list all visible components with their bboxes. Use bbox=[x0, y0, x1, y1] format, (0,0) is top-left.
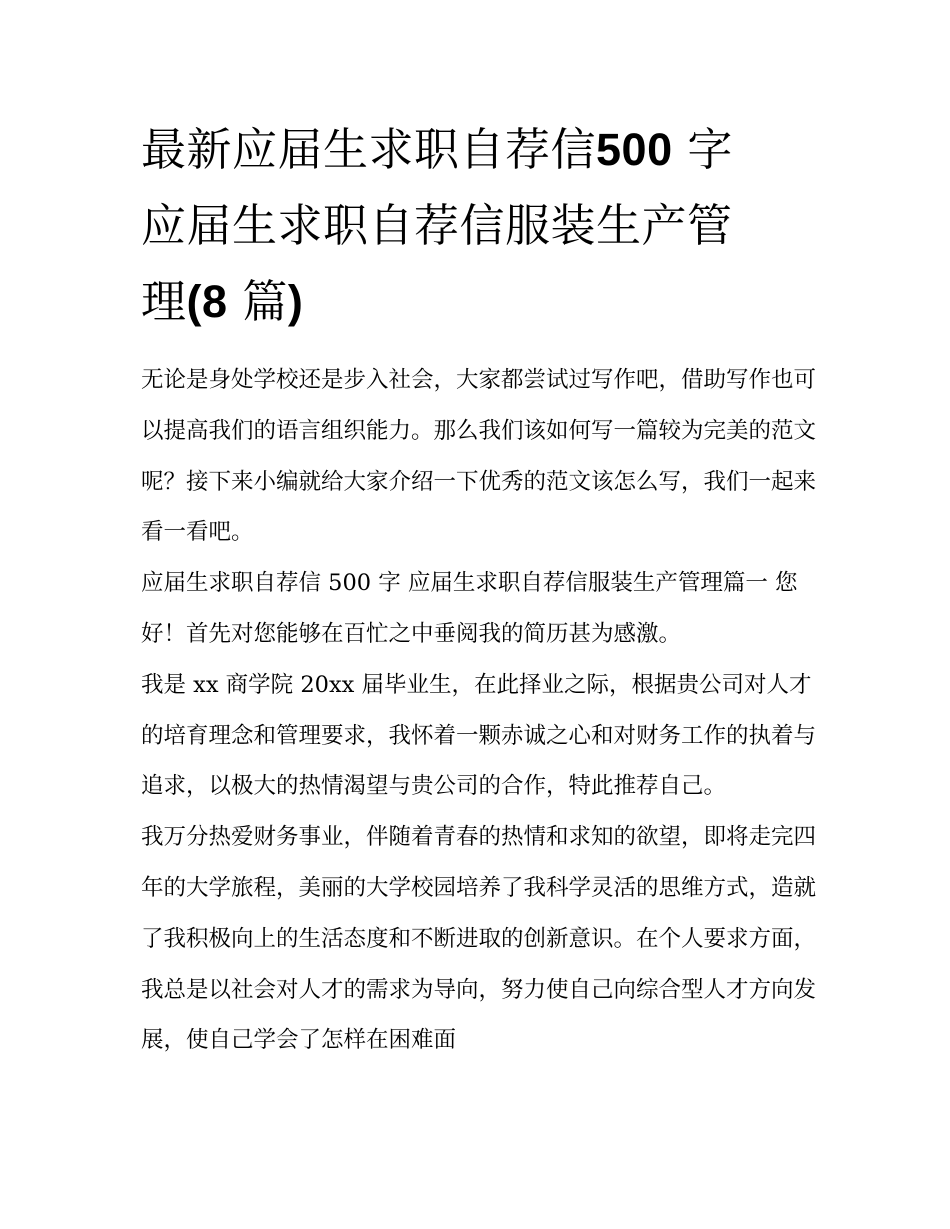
paragraph-passion: 我万分热爱财务事业，伴随着青春的热情和求知的欲望，即将走完四年的大学旅程，美丽的大学校园培养了我科学灵活的思维方式，造就了我积极向上的生活态度和不断进取的创新意识。在个人要求方面，我总是以社会对人才的需求为导向，努力使自己向综合型人才方向发展，使自己学会了怎样在困难面 bbox=[141, 824, 817, 1054]
title-line2-text: 应届生求职自荐信服装生产管 bbox=[141, 199, 733, 252]
title-line3-number: (8 bbox=[186, 276, 228, 327]
title-line3-close: ) bbox=[287, 276, 304, 327]
document-title bbox=[141, 112, 821, 340]
title-line3-text: 理 bbox=[141, 275, 187, 328]
document-body bbox=[141, 355, 821, 1066]
title-line3-suffix: 篇 bbox=[242, 275, 288, 328]
paragraph-self-introduction: 我是 xx 商学院 20xx 届毕业生，在此择业之际，根据贵公司对人才的培育理念和管理要求，我怀着一颗赤诚之心和对财务工作的执着与追求，以极大的热情渴望与贵公司的合作，特此推荐自己。 bbox=[141, 671, 817, 800]
title-line1-text: 最新应届生求职自荐信 bbox=[141, 123, 597, 176]
title-line1-number: 500 bbox=[596, 124, 673, 175]
paragraph-greeting: 应届生求职自荐信 500 字 应届生求职自荐信服装生产管理篇一 您好！首先对您能够在百忙之中垂阅我的简历甚为感激。 bbox=[141, 570, 798, 647]
title-line1-suffix: 字 bbox=[687, 123, 733, 176]
paragraph-intro: 无论是身处学校还是步入社会，大家都尝试过写作吧，借助写作也可以提高我们的语言组织能力。那么我们该如何写一篇较为完美的范文呢？接下来小编就给大家介绍一下优秀的范文该怎么写，我们一起来看一看吧。 bbox=[141, 367, 817, 546]
